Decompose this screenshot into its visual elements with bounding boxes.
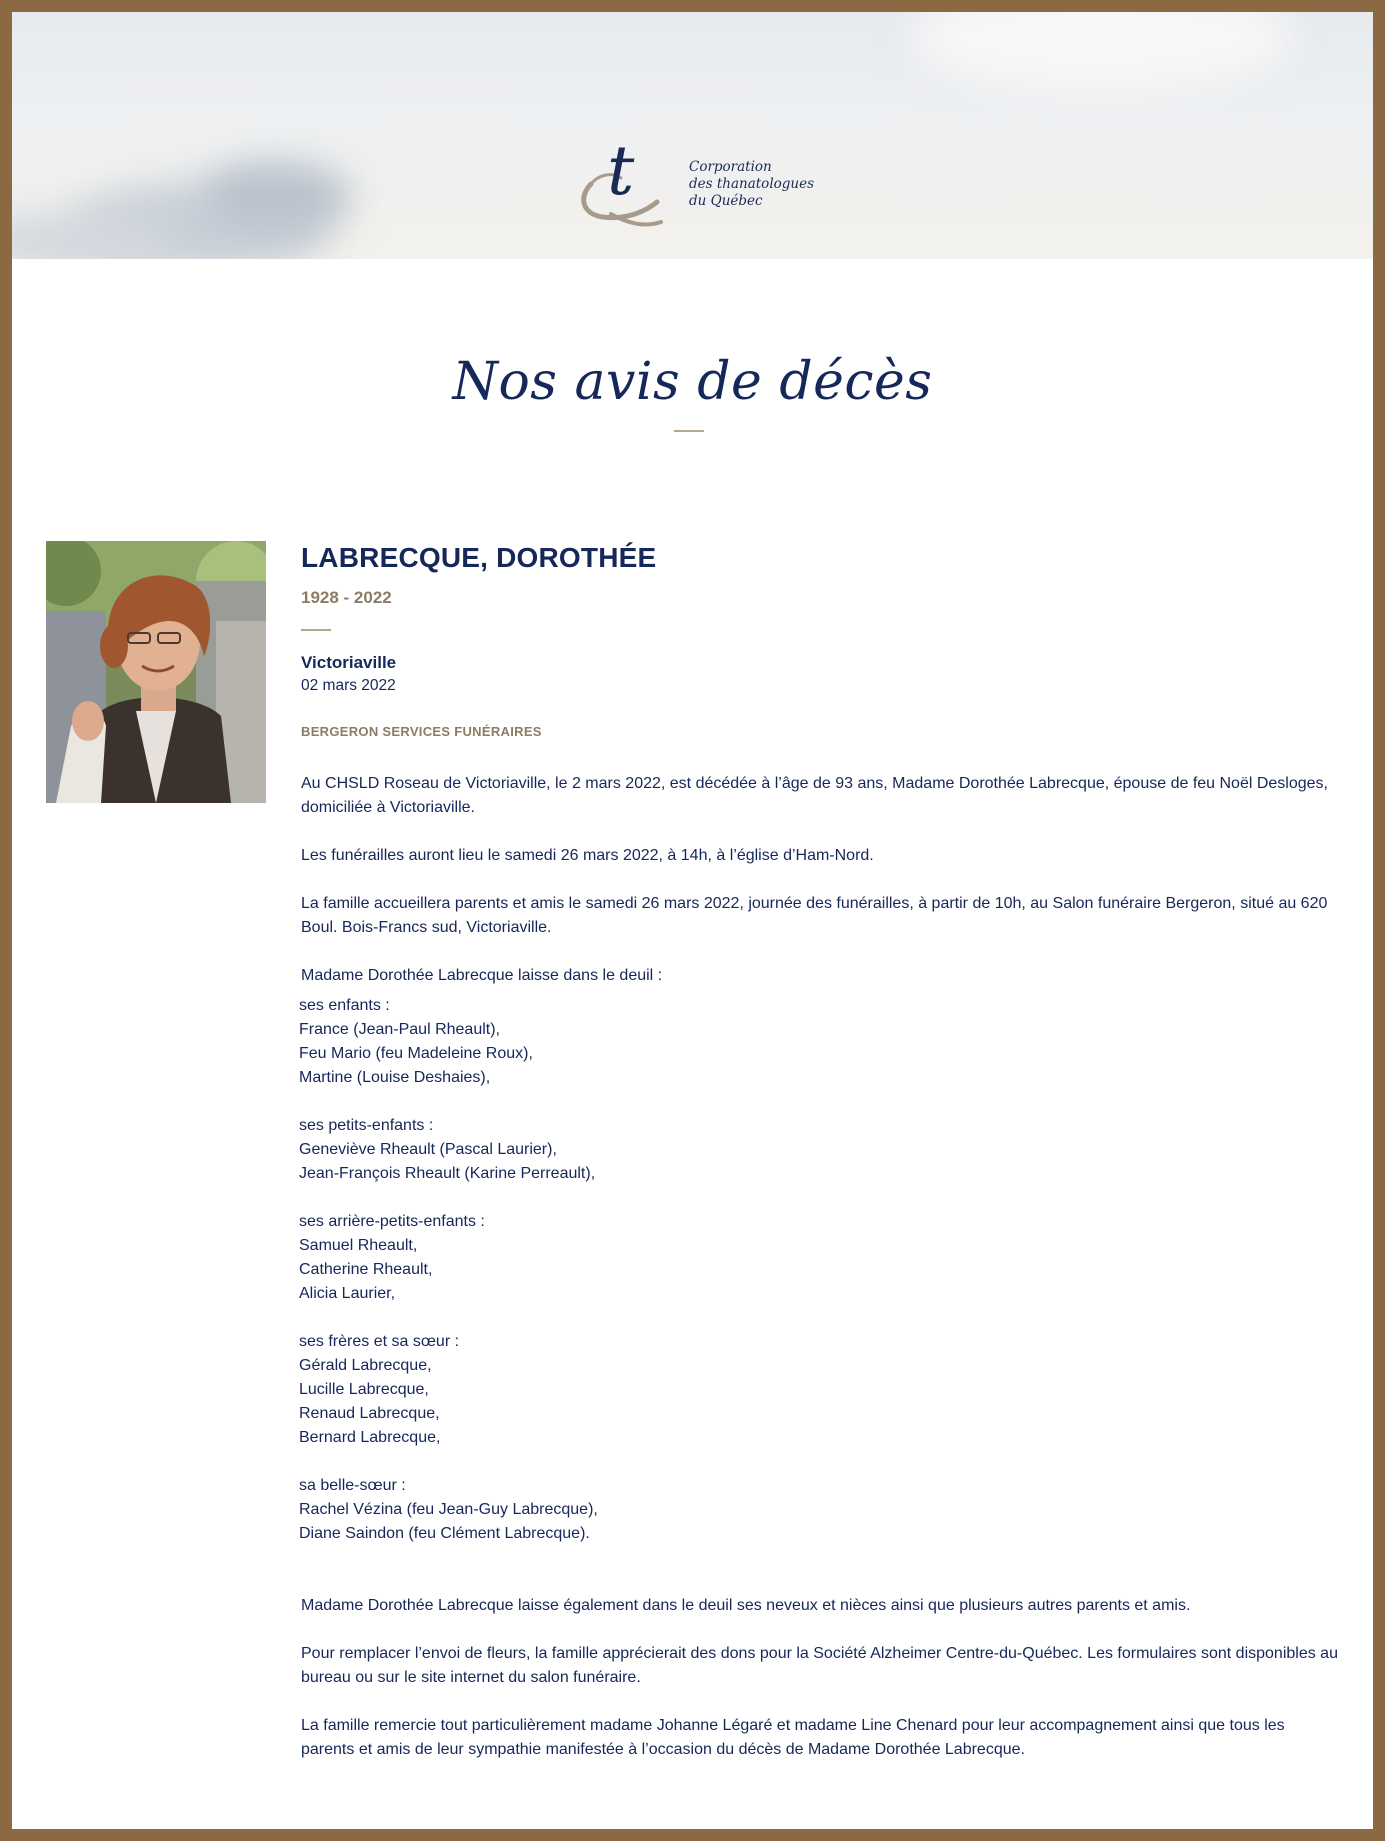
notice-body: [301, 772, 1341, 1786]
family-group: [299, 1210, 1341, 1306]
deceased-photo: [46, 541, 266, 803]
paragraph: Pour remplacer l’envoi de fleurs, la famille apprécierait des dons pour la Société Alzheimer Centre-du-Québec. Les formulaires sont disponibles au bureau ou sur le site internet du salon funéraire.: [301, 1645, 1338, 1686]
family-group: [299, 1330, 1341, 1450]
paragraph: Les funérailles auront lieu le samedi 26 mars 2022, à 14h, à l’église d’Ham-Nord.: [301, 847, 874, 864]
paragraph: Au CHSLD Roseau de Victoriaville, le 2 mars 2022, est décédée à l’âge de 93 ans, Madame Dorothée Labrecque, épouse de feu Noël Desloges, domiciliée à Victoriaville.: [301, 775, 1328, 816]
family-member: Samuel Rheault,: [299, 1237, 418, 1254]
family-member: Feu Mario (feu Madeleine Roux),: [299, 1045, 533, 1062]
family-group-heading: ses enfants :: [299, 997, 390, 1014]
org-name-line: des thanatologues: [689, 176, 815, 192]
logo-letter: t: [607, 132, 635, 211]
paragraph: La famille remercie tout particulièrement madame Johanne Légaré et madame Line Chenard pour leur accompagnement ainsi que tous les parents et amis de leur sympathie manifestée à l’occasion du décès de Madame Dorothée Labrecque.: [301, 1717, 1285, 1758]
title-divider: [674, 430, 704, 432]
header-banner: [12, 12, 1373, 259]
closing-section: [301, 1594, 1341, 1762]
notice-date: 02 mars 2022: [301, 677, 396, 694]
city: Victoriaville: [301, 653, 397, 672]
portrait-image: [46, 541, 266, 803]
logo-mark-icon: [577, 122, 677, 232]
funeral-home[interactable]: BERGERON SERVICES FUNÉRAIRES: [301, 724, 542, 739]
org-name-line: du Québec: [689, 193, 763, 209]
family-member: Catherine Rheault,: [299, 1261, 433, 1278]
family-member: Alicia Laurier,: [299, 1285, 396, 1302]
family-group: [299, 994, 1341, 1090]
page-frame: [12, 12, 1373, 1829]
name-divider: [301, 629, 331, 631]
family-member: Rachel Vézina (feu Jean-Guy Labrecque),: [299, 1501, 598, 1518]
family-member: France (Jean-Paul Rheault),: [299, 1021, 500, 1038]
paragraph: La famille accueillera parents et amis le samedi 26 mars 2022, journée des funérailles, à partir de 10h, au Salon funéraire Bergeron, situé au 620 Boul. Bois-Francs sud, Victoriaville.: [301, 895, 1328, 936]
family-group-heading: ses petits-enfants :: [299, 1117, 434, 1134]
paragraph: Madame Dorothée Labrecque laisse dans le deuil :: [301, 967, 663, 984]
page-title: Nos avis de décès: [452, 352, 933, 412]
family-list: [299, 994, 1341, 1546]
paragraph: Madame Dorothée Labrecque laisse également dans le deuil ses neveux et nièces ainsi que plusieurs autres parents et amis.: [301, 1597, 1191, 1614]
obituary-notice: [299, 540, 1341, 1758]
family-member: Gérald Labrecque,: [299, 1357, 432, 1374]
family-member: Geneviève Rheault (Pascal Laurier),: [299, 1141, 557, 1158]
family-group-heading: ses arrière-petits-enfants :: [299, 1213, 485, 1230]
organization-name: [689, 159, 814, 210]
family-member: Renaud Labrecque,: [299, 1405, 440, 1422]
family-group-heading: ses frères et sa sœur :: [299, 1333, 460, 1350]
family-member: Bernard Labrecque,: [299, 1429, 441, 1446]
family-member: Diane Saindon (feu Clément Labrecque).: [299, 1525, 590, 1542]
corporation-logo[interactable]: [577, 122, 877, 232]
deceased-name: LABRECQUE, DOROTHÉE: [301, 542, 657, 573]
org-name-line: Corporation: [689, 159, 772, 175]
family-member: Martine (Louise Deshaies),: [299, 1069, 491, 1086]
family-member: Jean-François Rheault (Karine Perreault),: [299, 1165, 596, 1182]
family-group: [299, 1114, 1341, 1186]
family-group-heading: sa belle-sœur :: [299, 1477, 406, 1494]
family-group: [299, 1474, 1341, 1546]
family-member: Lucille Labrecque,: [299, 1381, 429, 1398]
life-years: 1928 - 2022: [301, 588, 392, 607]
